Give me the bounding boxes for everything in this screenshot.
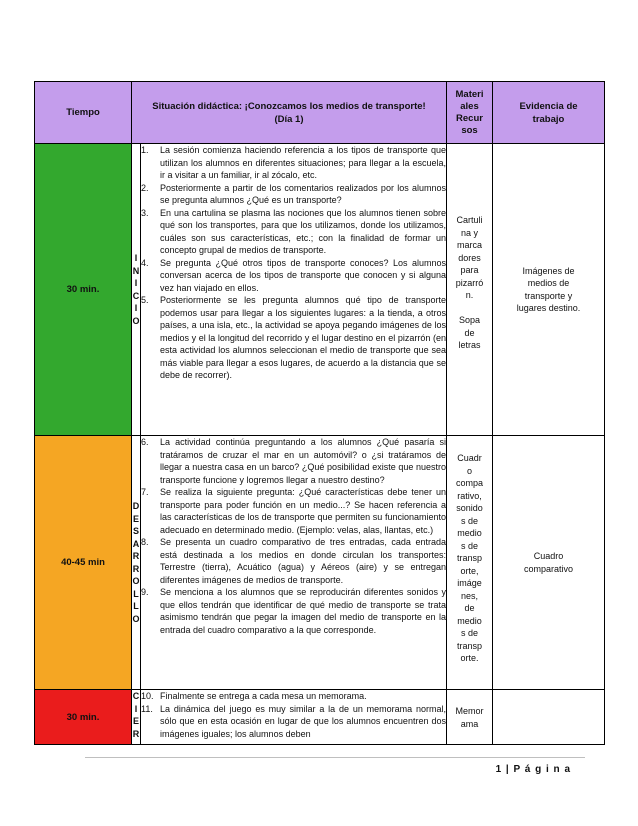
phase-label <box>132 252 140 327</box>
step-number: 3. <box>141 207 149 218</box>
cell-line: transporte y <box>524 290 573 301</box>
cell-line: transp <box>456 553 482 563</box>
steps-cell <box>141 436 447 690</box>
header-evidencia-line: trabajo <box>532 113 565 125</box>
step-text: Se realiza la siguiente pregunta: ¿Qué características debe tener un transporte para poder función en un medio...? Se hacen referencia a las características de los de transporte que permiten su funcionamiento adecuado en determinado medio. (Ejemplo: velas, alas, llantas, etc.) <box>160 487 446 535</box>
header-evidencia <box>493 82 605 144</box>
phase-letter: E <box>132 716 139 726</box>
table-row-inicio <box>35 144 605 436</box>
cell-line: Cartuli <box>456 215 483 225</box>
cell-line: s de <box>460 515 478 526</box>
time-label: 30 min. <box>66 284 100 295</box>
step-text: Posteriormente a partir de los comentarios realizados por los alumnos se pregunta alumnos ¿Qué es un transporte? <box>160 182 446 205</box>
step-number: 10. <box>141 691 154 701</box>
phase-letter: R <box>132 551 140 561</box>
cell-line: nes, <box>460 590 478 601</box>
cell-line: transp <box>456 640 482 651</box>
header-materiales <box>447 82 493 144</box>
evidence-text <box>493 265 604 315</box>
phase-letter: I <box>134 253 138 263</box>
time-label: 30 min. <box>66 711 100 723</box>
table-header-row <box>35 82 605 144</box>
steps-list <box>141 436 446 636</box>
phase-letter: L <box>133 601 139 611</box>
page-number: 1 <box>495 764 503 775</box>
step-number: 9. <box>141 587 149 597</box>
phase-letter: N <box>132 265 140 276</box>
time-cell <box>35 144 132 436</box>
phase-letter: O <box>132 315 140 326</box>
step-text: Finalmente se entrega a cada mesa un memorama. <box>160 691 367 701</box>
header-situacion <box>132 82 447 144</box>
cell-line: medio <box>457 615 482 626</box>
cell-line: para <box>460 265 479 275</box>
phase-letter: A <box>132 538 140 549</box>
phase-letter: C <box>132 290 140 301</box>
cell-line: comparativo <box>523 563 574 574</box>
step-number: 4. <box>141 257 149 268</box>
phase-cell <box>132 436 141 690</box>
step-text: Posteriormente se les pregunta alumnos qué tipo de transporte podemos usar para llegar a los siguientes lugares: a la tienda, a otros países, a una isla, etc., la actividad se apoya pegando imágenes de los medios y el la longitud del recorrido y el lugar destino en el pizarrón (en esta actividad los alumnos seleccionan el medio de transporte que sea más viable para llegar a esos lugares, de acuerdo a la distancia que se debe de recorrer). <box>160 295 446 380</box>
phase-letter: L <box>133 588 139 599</box>
evidence-cell <box>493 690 605 745</box>
cell-line: orte. <box>460 653 479 663</box>
steps-cell <box>141 144 447 436</box>
step-text: Se presenta un cuadro comparativo de tres entradas, cada entrada está destinada a los medios en donde circulan los transportes: Terrestre (tierra), Acuático (agua) y Aéreos (aire) y se entregan diferentes imágenes de medios de transporte. <box>160 537 446 585</box>
step-item <box>141 182 446 207</box>
header-evidencia-line: Evidencia de <box>519 100 578 112</box>
header-situacion-title: Situación didáctica: ¡Conozcamos los medios de transporte! <box>152 100 426 112</box>
page-separator: | <box>505 764 510 775</box>
cell-line: lugares destino. <box>516 303 581 313</box>
step-text: La actividad continúa preguntando a los alumnos ¿Qué pasaría si tratáramos de cruzar el mar en un automóvil? o ¿si tratáramos de llegar a nuestra casa en un barco? ¿Qué posibilidad existe que nuestro transporte funcione y logremos llegar a nuestro destino? <box>160 437 446 485</box>
materials-cell <box>447 144 493 436</box>
materials-cell <box>447 436 493 690</box>
step-number: 7. <box>141 487 149 497</box>
header-materiales-line: Recur <box>456 112 483 124</box>
evidence-cell <box>493 144 605 436</box>
materials-text <box>447 214 492 352</box>
cell-line: pizarró <box>455 277 484 288</box>
phase-letter: R <box>132 728 140 739</box>
time-cell <box>35 436 132 690</box>
step-number: 6. <box>141 437 149 447</box>
step-number: 2. <box>141 182 149 193</box>
phase-letter: S <box>132 526 139 536</box>
table-row-cierre <box>35 690 605 745</box>
steps-list <box>141 690 446 740</box>
step-text: Se pregunta ¿Qué otros tipos de transporte conoces? Los alumnos conversan acerca de los tipos de transporte que conocen y si alguna vez han viajado en ellos. <box>160 257 446 293</box>
evidence-text <box>493 550 604 575</box>
step-item <box>141 294 446 382</box>
step-item <box>141 586 446 636</box>
cell-line: Sopa <box>458 315 481 325</box>
cell-line: ama <box>460 718 479 729</box>
cell-line: imáge <box>457 578 482 588</box>
header-situacion-day: (Día 1) <box>274 113 304 125</box>
page-footer <box>496 764 571 775</box>
phase-letter: O <box>132 576 140 586</box>
phase-letter: I <box>134 703 138 714</box>
footer-divider <box>85 757 585 758</box>
step-number: 1. <box>141 145 149 155</box>
evidence-cell <box>493 436 605 690</box>
header-tiempo-label: Tiempo <box>66 107 100 118</box>
cell-line: Cuadro <box>533 551 564 561</box>
step-text: La sesión comienza haciendo referencia a los tipos de transporte que utilizan los alumnos en diferentes situaciones; para llegar a la escuela, ir a visitar a un familiar, ir al zócalo, etc. <box>160 145 446 180</box>
time-label: 40-45 min <box>61 557 105 568</box>
step-text: La dinámica del juego es muy similar a la de un memorama normal, sólo que en esta ocasión en lugar de que los alumnos encuentren dos imágenes iguales; los alumnos deben <box>160 703 446 739</box>
phase-letter: E <box>132 513 139 524</box>
step-item <box>141 536 446 586</box>
cell-line: orte, <box>460 565 479 576</box>
page-label: P á g i n a <box>513 764 571 775</box>
step-item <box>141 486 446 536</box>
step-item <box>141 144 446 182</box>
step-item <box>141 257 446 295</box>
cell-line: n. <box>465 290 474 300</box>
lesson-plan-table <box>34 81 605 745</box>
phase-cell <box>132 690 141 745</box>
step-number: 8. <box>141 537 149 547</box>
phase-label <box>132 690 140 740</box>
cell-line: marca <box>456 240 482 250</box>
phase-letter: O <box>132 613 140 624</box>
phase-label <box>132 500 140 625</box>
cell-line: na y <box>460 227 478 238</box>
header-materiales-line: sos <box>461 124 478 136</box>
phase-cell <box>132 144 141 436</box>
step-text: En una cartulina se plasma las nociones que los alumnos tienen sobre qué son los transportes, para que los utilizamos, donde los utilizamos, cuáles son sus características, etc.; con la finalidad de formar un concepto grupal de medios de transporte. <box>160 207 446 255</box>
phase-letter: I <box>134 303 138 313</box>
step-item <box>141 207 446 257</box>
cell-line: medios de <box>527 278 570 288</box>
materials-text <box>447 705 492 730</box>
cell-line: de <box>464 603 475 613</box>
cell-line: Cuadr <box>457 453 482 463</box>
table-row-desarrollo <box>35 436 605 690</box>
cell-line: sonido <box>456 503 483 513</box>
step-number: 11. <box>141 703 153 714</box>
phase-letter: I <box>134 278 138 288</box>
step-number: 5. <box>141 295 149 305</box>
time-cell <box>35 690 132 745</box>
cell-line: s de <box>460 540 478 551</box>
materials-text <box>447 452 492 665</box>
cell-line: medio <box>457 528 482 538</box>
step-item <box>141 690 446 703</box>
cell-line <box>447 302 492 315</box>
cell-line: compa <box>455 478 483 488</box>
phase-letter: D <box>132 501 140 511</box>
cell-line: letras <box>458 340 481 350</box>
materials-cell <box>447 690 493 745</box>
cell-line: rativo, <box>457 490 482 501</box>
cell-line: s de <box>460 628 478 638</box>
cell-line: Imágenes de <box>522 265 575 276</box>
cell-line: o <box>466 465 472 476</box>
cell-line: Memor <box>455 706 484 716</box>
cell-line: de <box>464 327 475 338</box>
steps-cell <box>141 690 447 745</box>
header-materiales-line: ales <box>460 100 479 112</box>
steps-list <box>141 144 446 382</box>
cell-line: dores <box>458 252 481 263</box>
step-text: Se menciona a los alumnos que se reproducirán diferentes sonidos y que ellos tendrán que identificar de qué medio de transporte se trata asimismo tendrán que pegar la imagen del medio de transporte en la entrada del cuadro comparativo a la que corresponde. <box>160 587 446 635</box>
step-item <box>141 436 446 486</box>
header-tiempo <box>35 82 132 144</box>
phase-letter: R <box>132 563 140 574</box>
phase-letter: C <box>132 691 140 701</box>
header-materiales-line: Materi <box>455 88 484 100</box>
step-item <box>141 703 446 741</box>
